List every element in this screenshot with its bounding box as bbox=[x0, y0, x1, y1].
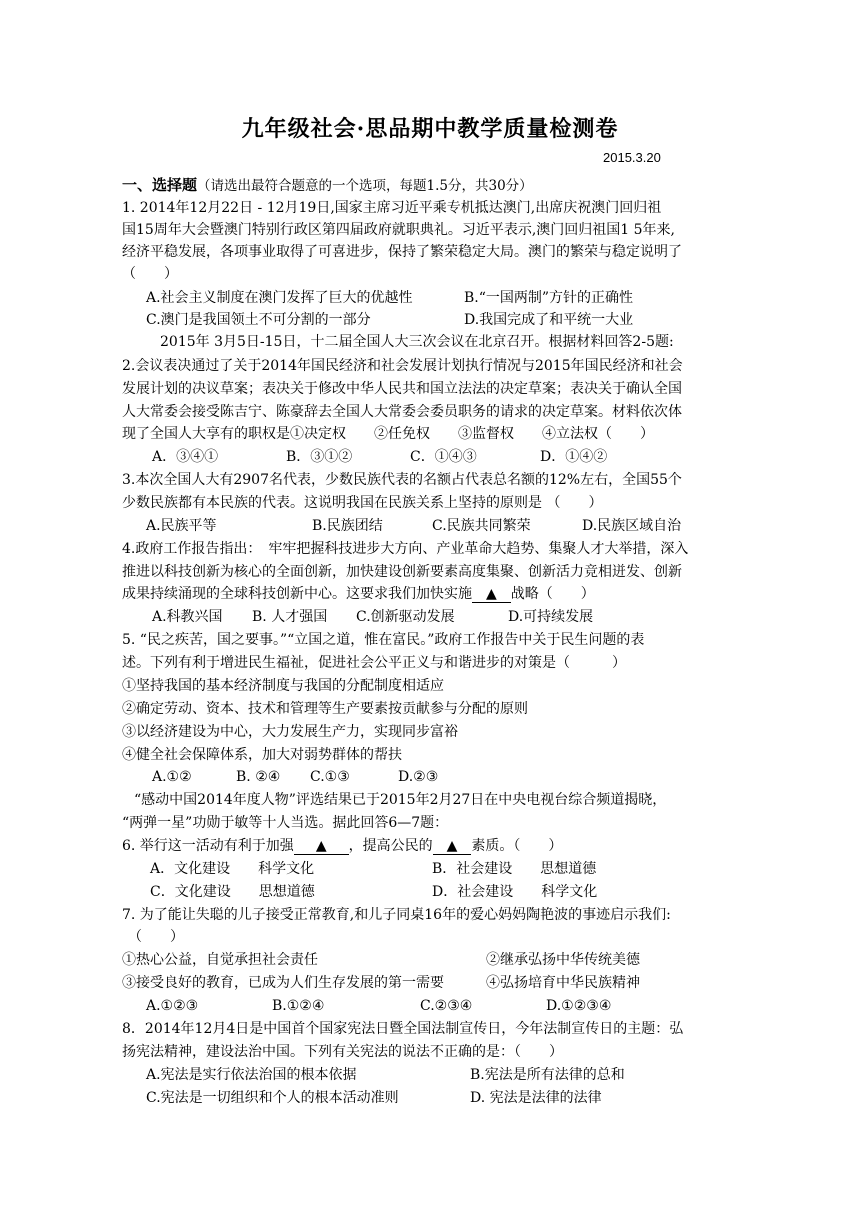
q8-option-c: C.宪法是一切组织和个人的根本活动准则 bbox=[146, 1090, 399, 1106]
q7-option-b: B.①②④ bbox=[272, 998, 325, 1014]
q3-option-a: A.民族平等 bbox=[146, 518, 217, 534]
q4-text-line-3 bbox=[122, 584, 595, 604]
q1-option-c: C.澳门是我国领土不可分割的一部分 bbox=[146, 312, 371, 328]
q2-option-d: D．①④② bbox=[540, 449, 608, 465]
q3-option-d: D.民族区域自治 bbox=[582, 518, 682, 534]
q2-option-a: A．③④① bbox=[152, 449, 219, 465]
q1-option-a: A.社会主义制度在澳门发挥了巨大的优越性 bbox=[146, 290, 413, 306]
q2-option-c: C．①④③ bbox=[410, 449, 477, 465]
q5-statement-3: ③以经济建设为中心，大力发展生产力，实现同步富裕 bbox=[122, 724, 458, 740]
section-heading: 一、选择题 bbox=[122, 176, 198, 194]
q5-statement-1: ①坚持我国的基本经济制度与我国的分配制度相适应 bbox=[122, 678, 444, 694]
q5-text-line-1: 5. “民之疾苦，国之要事。”“立国之道，惟在富民。”政府工作报告中关于民生问题的表 bbox=[122, 632, 645, 648]
q1-option-b: B.“一国两制”方针的正确性 bbox=[464, 290, 634, 306]
q6-text-before-blank-1: 6. 举行这一活动有利于加强 bbox=[122, 838, 294, 854]
q4-option-d: D.可持续发展 bbox=[508, 609, 594, 625]
q1-text-line-2: 国15周年大会暨澳门特别行政区第四届政府就职典礼。习近平表示,澳门回归祖国1 5年来, bbox=[122, 222, 675, 238]
q6-text-between-blanks: ，提高公民的 bbox=[348, 838, 433, 854]
q8-text-line-1: 8．2014年12月4日是中国首个国家宪法日暨全国法制宣传日，今年法制宣传日的主题：弘 bbox=[122, 1021, 684, 1037]
q6-answer-blank-1: ▲ bbox=[294, 838, 349, 855]
intro-q2-5: 2015年 3月5日-15日，十二届全国人大三次会议在北京召开。根据材料回答2-5题: bbox=[160, 334, 674, 350]
q7-statement-3: ③接受良好的教育，已成为人们生存发展的第一需要 bbox=[122, 975, 444, 991]
q5-statement-4: ④健全社会保障体系，加大对弱势群体的帮扶 bbox=[122, 747, 402, 763]
q6-option-b: B．社会建设 思想道德 bbox=[432, 861, 597, 877]
q3-option-b: B.民族团结 bbox=[312, 518, 383, 534]
q4-option-b: B. 人才强国 bbox=[252, 609, 328, 625]
q5-option-d: D.②③ bbox=[398, 769, 439, 785]
q1-answer-bracket: （ ） bbox=[122, 266, 178, 282]
q4-text-after-blank: 战略（ ） bbox=[510, 586, 595, 602]
q5-option-b: B. ②④ bbox=[236, 769, 281, 785]
q7-statement-1: ①热心公益，自觉承担社会责任 bbox=[122, 952, 318, 968]
q2-text-line-3: 人大常委会接受陈吉宁、陈豪辞去全国人大常委会委员职务的请求的决定草案。材料依次体 bbox=[122, 404, 682, 420]
q7-statement-4: ④弘扬培育中华民族精神 bbox=[486, 975, 640, 991]
page-title: 九年级社会·思品期中教学质量检测卷 bbox=[241, 116, 619, 142]
q8-option-a: A.宪法是实行依法治国的根本依据 bbox=[146, 1067, 357, 1083]
q4-text-line-1: 4.政府工作报告指出： 牢牢把握科技进步大方向、产业革命大趋势、集聚人才大举措，深入 bbox=[122, 541, 689, 557]
q1-text-line-3: 经济平稳发展，各项事业取得了可喜进步，保持了繁荣稳定大局。澳门的繁荣与稳定说明了 bbox=[122, 244, 682, 260]
q7-text-line-1: 7. 为了能让失聪的儿子接受正常教育,和儿子同桌16年的爱心妈妈陶艳波的事迹启示我们: bbox=[122, 907, 671, 923]
q4-text-before-blank: 成果持续涌现的全球科技创新中心。这要求我们加快实施 bbox=[122, 586, 472, 602]
q5-option-a: A.①② bbox=[152, 769, 192, 785]
q6-text-line bbox=[122, 836, 562, 856]
intro-q6-7-line-2: “两弹一星”功勋于敏等十人当选。据此回答6—7题： bbox=[122, 815, 449, 831]
q3-text-line-1: 3.本次全国人大有2907名代表，少数民族代表的名额占代表总名额的12%左右，全国55个 bbox=[122, 472, 682, 488]
q4-option-c: C.创新驱动发展 bbox=[356, 609, 455, 625]
q8-option-b: B.宪法是所有法律的总和 bbox=[470, 1067, 625, 1083]
q2-text-line-4: 现了全国人大享有的职权是①决定权 ②任免权 ③监督权 ④立法权（ ） bbox=[122, 426, 654, 442]
q6-text-after-blank-2: 素质。（ ） bbox=[471, 838, 563, 854]
q3-text-line-2: 少数民族都有本民族的代表。这说明我国在民族关系上坚持的原则是 （ ） bbox=[122, 495, 603, 511]
q6-option-a: A．文化建设 科学文化 bbox=[150, 861, 315, 877]
q7-statement-2: ②继承弘扬中华传统美德 bbox=[486, 952, 640, 968]
q4-text-line-2: 推进以科技创新为核心的全面创新，加快建设创新要素高度集聚、创新活力竞相迸发、创新 bbox=[122, 564, 682, 580]
section-heading-row bbox=[122, 175, 533, 196]
q2-text-line-2: 发展计划的决议草案；表决关于修改中华人民共和国立法法的决定草案；表决关于确认全国 bbox=[122, 381, 682, 397]
q6-option-c: C．文化建设 思想道德 bbox=[150, 884, 315, 900]
section-instructions: （请选出最符合题意的一个选项，每题1.5分，共30分） bbox=[197, 178, 533, 194]
q2-option-b: B．③①② bbox=[286, 449, 353, 465]
q3-option-c: C.民族共同繁荣 bbox=[432, 518, 531, 534]
q5-text-line-2: 述。下列有利于增进民生福祉，促进社会公平正义与和谐进步的对策是（ ） bbox=[122, 655, 626, 671]
q6-option-d: D．社会建设 科学文化 bbox=[432, 884, 598, 900]
exam-date: 2015.3.20 bbox=[603, 150, 661, 165]
q8-option-d: D. 宪法是法律的法律 bbox=[470, 1090, 602, 1106]
q5-statement-2: ②确定劳动、资本、技术和管理等生产要素按贡献参与分配的原则 bbox=[122, 701, 528, 717]
q6-answer-blank-2: ▲ bbox=[433, 838, 472, 855]
q7-option-d: D.①②③④ bbox=[546, 998, 612, 1014]
q4-option-a: A.科教兴国 bbox=[152, 609, 223, 625]
q4-answer-blank: ▲ bbox=[472, 586, 511, 603]
q8-text-line-2: 扬宪法精神，建设法治中国。下列有关宪法的说法不正确的是：（ ） bbox=[122, 1044, 563, 1060]
q7-option-a: A.①②③ bbox=[146, 998, 199, 1014]
q7-option-c: C.②③④ bbox=[420, 998, 473, 1014]
q5-option-c: C.①③ bbox=[310, 769, 350, 785]
q1-text-line-1: 1. 2014年12月22日 - 12月19日,国家主席习近平乘专机抵达澳门,出席庆祝澳门回归祖 bbox=[122, 200, 662, 216]
intro-q6-7-line-1: “感动中国2014年度人物”评选结果已于2015年2月27日在中央电视台综合频道揭晓， bbox=[134, 792, 667, 808]
q7-answer-bracket: （ ） bbox=[128, 929, 184, 945]
q1-option-d: D.我国完成了和平统一大业 bbox=[464, 312, 634, 328]
q2-text-line-1: 2.会议表决通过了关于2014年国民经济和社会发展计划执行情况与2015年国民经济和社会 bbox=[122, 358, 683, 374]
